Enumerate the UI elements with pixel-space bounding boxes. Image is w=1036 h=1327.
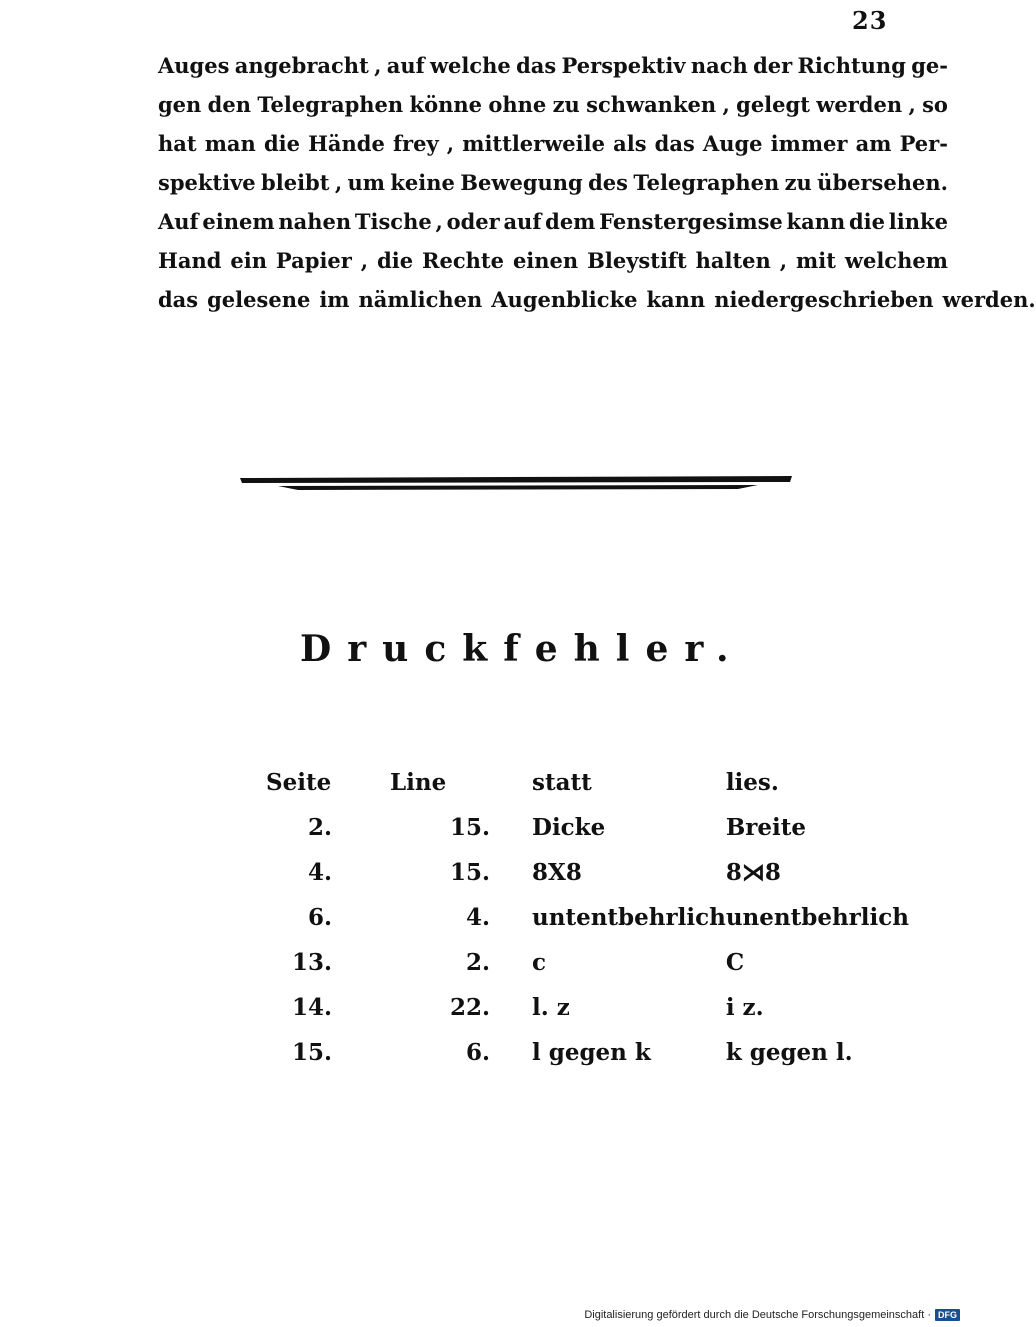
body-word: die (377, 248, 414, 273)
body-word: Richtung (797, 53, 906, 78)
body-line (158, 241, 948, 280)
errata-row (240, 940, 926, 985)
errata-lies: C (725, 949, 745, 976)
errata-line: 6. (465, 1039, 490, 1066)
errata-heading: Druckfehler. (300, 628, 745, 670)
body-word: auf (503, 209, 542, 234)
errata-page: 13. (291, 949, 332, 976)
body-word: oder (446, 209, 500, 234)
body-line (158, 202, 948, 241)
body-word: keine (390, 170, 455, 195)
errata-line: 15. (449, 859, 490, 886)
body-word: einen (512, 248, 579, 273)
body-word: Perspektiv (561, 53, 686, 78)
errata-row (240, 1030, 926, 1075)
body-word: zu (784, 170, 812, 195)
errata-line: 22. (449, 994, 490, 1021)
errata-statt: Dicke (532, 814, 606, 841)
body-word: die (849, 209, 886, 234)
errata-lies: k gegen l. (725, 1039, 853, 1066)
errata-page: 6. (307, 904, 332, 931)
body-word: das (158, 287, 199, 312)
footer-credit: Digitalisierung gefördert durch die Deutsche Forschungsgemeinschaft · (584, 1309, 931, 1321)
errata-page: 4. (307, 859, 332, 886)
body-word: , (446, 131, 455, 156)
body-word: , (779, 248, 788, 273)
body-word: am (855, 131, 892, 156)
body-word: Bleystift (587, 248, 687, 273)
body-word: , (908, 92, 916, 117)
body-word: mittlerweile (462, 131, 605, 156)
errata-line: 2. (465, 949, 490, 976)
body-word: Per- (899, 131, 948, 156)
body-word: um (347, 170, 385, 195)
errata-lies: unentbehrlich (725, 904, 909, 931)
errata-statt: l gegen k (532, 1039, 651, 1066)
body-word: Auges (158, 53, 230, 78)
body-word: der (753, 53, 793, 78)
errata-statt: l. z (532, 994, 570, 1021)
body-word: Tische (354, 209, 432, 234)
body-word: hat (158, 131, 197, 156)
body-word: Fenstergesimse (599, 209, 783, 234)
body-word: nahen (278, 209, 352, 234)
body-word: einem (202, 209, 275, 234)
errata-statt: 8X8 (532, 859, 582, 886)
body-line (158, 46, 948, 85)
body-word: Auf (158, 209, 199, 234)
body-word: niedergeschrieben (714, 287, 934, 312)
body-word: Bewegung (460, 170, 583, 195)
body-word: , (360, 248, 369, 273)
body-word: man (204, 131, 256, 156)
body-word: kann (786, 209, 846, 234)
body-word: Hände (308, 131, 385, 156)
body-word: welchem (844, 248, 948, 273)
body-word: , (435, 209, 443, 234)
errata-lies: 8⋊8 (725, 859, 781, 886)
body-line (158, 280, 1036, 319)
body-word: kann (646, 287, 706, 312)
body-word: des (588, 170, 628, 195)
body-word: übersehen. (817, 170, 948, 195)
column-header-line: Line (390, 769, 447, 796)
body-word: zu (552, 92, 580, 117)
body-word: , (722, 92, 730, 117)
body-word: bleibt (261, 170, 330, 195)
page-number: 23 (852, 6, 888, 35)
body-word: frey (392, 131, 439, 156)
body-line (158, 85, 948, 124)
body-word: das (654, 131, 695, 156)
errata-page: 14. (291, 994, 332, 1021)
body-word: Augenblicke (491, 287, 638, 312)
body-line (158, 124, 948, 163)
errata-header-row (240, 760, 926, 805)
body-word: welche (429, 53, 511, 78)
body-word: nämlichen (358, 287, 483, 312)
body-word: als (613, 131, 647, 156)
body-word: mit (796, 248, 836, 273)
body-paragraph (158, 46, 1036, 319)
body-word: immer (770, 131, 848, 156)
body-word: , (374, 53, 382, 78)
body-word: Papier (275, 248, 352, 273)
body-word: Telegraphen (257, 92, 404, 117)
body-word: spektive (158, 170, 256, 195)
body-word: die (263, 131, 300, 156)
errata-statt: c (532, 949, 547, 976)
errata-statt: untentbehrlich (532, 904, 726, 931)
body-word: ge- (911, 53, 948, 78)
body-line (158, 163, 948, 202)
body-word: angebracht (234, 53, 369, 78)
errata-lies: Breite (725, 814, 806, 841)
errata-row (240, 985, 926, 1030)
body-word: ein (230, 248, 267, 273)
errata-table (240, 760, 926, 1075)
body-word: den (207, 92, 251, 117)
errata-line: 15. (449, 814, 490, 841)
errata-page: 2. (307, 814, 332, 841)
body-word: linke (888, 209, 948, 234)
body-word: so (922, 92, 948, 117)
body-word: Auge (702, 131, 763, 156)
errata-row (240, 895, 926, 940)
body-word: das (516, 53, 557, 78)
body-word: Rechte (422, 248, 504, 273)
column-header-lies: lies. (725, 769, 779, 796)
body-word: gelesene (207, 287, 311, 312)
errata-row (240, 805, 926, 850)
errata-lies: i z. (725, 994, 764, 1021)
body-word: , (334, 170, 343, 195)
body-word: könne (409, 92, 482, 117)
column-header-page: Seite (266, 769, 332, 796)
body-word: im (319, 287, 350, 312)
dfg-logo: DFG (935, 1309, 960, 1321)
errata-row (240, 850, 926, 895)
body-word: Hand (158, 248, 222, 273)
digitization-footer (584, 1309, 960, 1321)
body-word: gelegt (736, 92, 810, 117)
body-word: dem (545, 209, 596, 234)
section-divider (238, 470, 794, 494)
body-word: werden. (942, 287, 1036, 312)
body-word: gen (158, 92, 202, 117)
body-word: werden (816, 92, 903, 117)
errata-line: 4. (465, 904, 490, 931)
body-word: schwanken (586, 92, 717, 117)
column-header-statt: statt (532, 769, 592, 796)
body-word: auf (386, 53, 425, 78)
body-word: Telegraphen (633, 170, 780, 195)
errata-page: 15. (291, 1039, 332, 1066)
body-word: nach (690, 53, 748, 78)
body-word: halten (695, 248, 771, 273)
body-word: ohne (488, 92, 547, 117)
